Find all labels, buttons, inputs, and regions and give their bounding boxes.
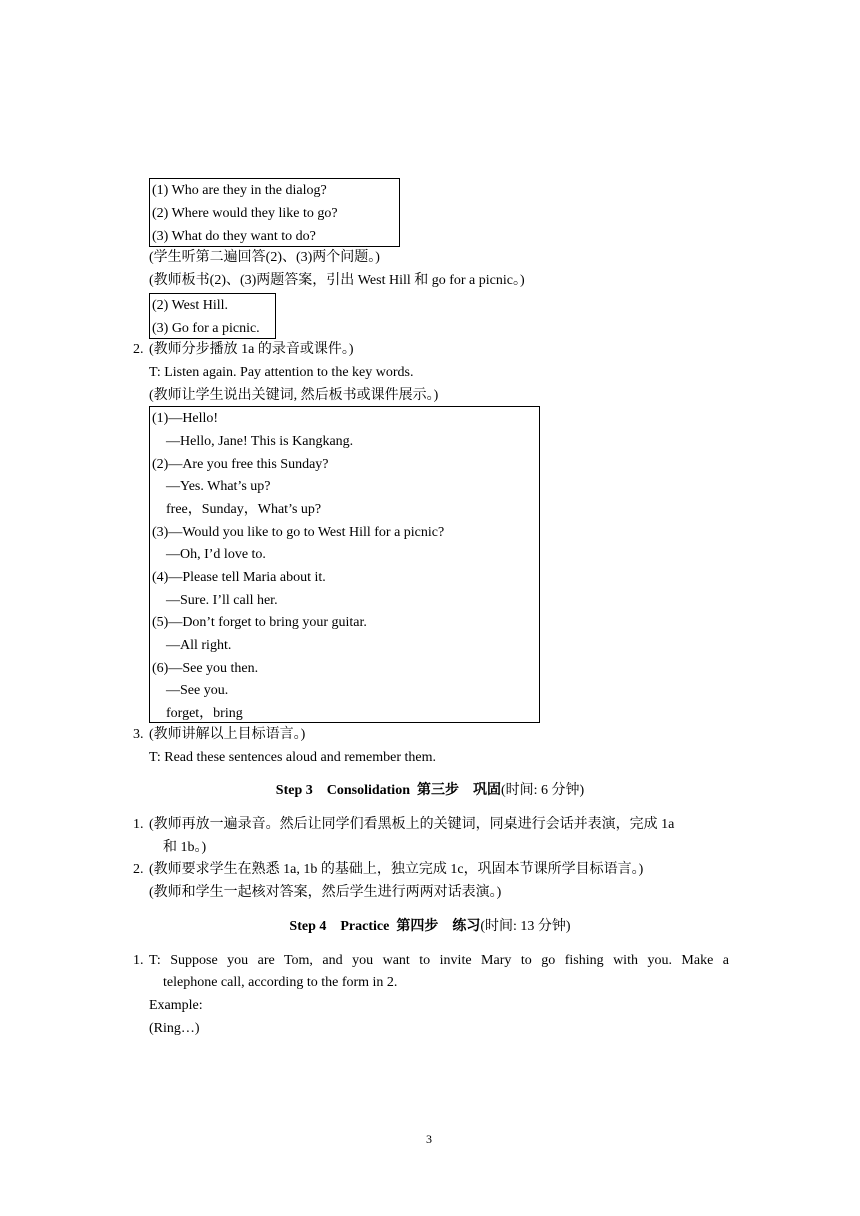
dialog-line: (5)—Don’t forget to bring your guitar. [152,615,367,630]
dialog-line: —Hello, Jane! This is Kangkang. [152,434,354,449]
dialog-keywords: free，Sunday，What’s up? [152,502,322,517]
item-number: 2. [133,862,144,877]
step-4-item-1-line-2: telephone call, according to the form in 2. [163,975,398,990]
dialog-line: —Sure. I’ll call her. [152,593,278,608]
answer-line: (3) Go for a picnic. [152,321,260,336]
step-3-item-2-line: (教师要求学生在熟悉 1a, 1b 的基础上，独立完成 1c，巩固本节课所学目标语言。) [149,862,644,877]
dialog-line: (3)—Would you like to go to West Hill for a picnic? [152,525,445,540]
step-4-time: (时间: 13 分钟) [480,919,571,934]
item-3-teacher-line: T: Read these sentences aloud and remember them. [149,750,436,765]
dialog-box [149,406,540,723]
question-line: (3) What do they want to do? [152,229,316,244]
answer-line: (2) West Hill. [152,298,228,313]
dialog-line: —All right. [152,638,232,653]
questions-box [149,178,400,247]
step-3-title-cn: 第三步 巩固 [416,783,501,798]
answers-box [149,293,276,339]
item-2-note: (教师让学生说出关键词, 然后板书或课件展示。) [149,388,439,403]
step-3-time: (时间: 6 分钟) [500,783,585,798]
dialog-line: —See you. [152,683,229,698]
instruction-teacher-board: (教师板书(2)、(3)两题答案，引出 West Hill 和 go for a picnic。) [149,273,525,288]
dialog-line: (6)—See you then. [152,661,259,676]
step-3-item-1-line-2: 和 1b。) [163,840,207,855]
dialog-line: (1)—Hello! [152,411,219,426]
item-2-text: (教师分步播放 1a 的录音或课件。) [149,342,354,357]
step-4-item-1-line-1: T: Suppose you are Tom, and you want to invite Mary to go fishing with you. Make a [149,953,729,968]
item-number: 1. [133,953,144,968]
dialog-line: —Yes. What’s up? [152,479,271,494]
item-number: 1. [133,817,144,832]
ring-line: (Ring…) [149,1021,200,1036]
item-number: 3. [133,727,144,742]
step-3-heading [0,782,860,800]
dialog-keywords: forget，bring [152,706,243,721]
dialog-line: —Oh, I’d love to. [152,547,266,562]
step-4-heading [0,918,860,936]
question-line: (2) Where would they like to go? [152,206,338,221]
step-3-title-en: Step 3 Consolidation [275,783,410,798]
step-3-item-1-line-1: (教师再放一遍录音。然后让同学们看黑板上的关键词，同桌进行会话并表演，完成 1a [149,817,675,832]
step-3-item-2-note: (教师和学生一起核对答案，然后学生进行两两对话表演。) [149,885,502,900]
step-4-title-cn: 第四步 练习 [396,919,481,934]
example-label: Example: [149,998,203,1013]
page-number: 3 [426,1132,432,1146]
item-3-text: (教师讲解以上目标语言。) [149,727,306,742]
dialog-line: (4)—Please tell Maria about it. [152,570,326,585]
item-number: 2. [133,342,144,357]
question-line: (1) Who are they in the dialog? [152,183,327,198]
item-2-teacher-line: T: Listen again. Pay attention to the key words. [149,365,414,380]
step-4-title-en: Step 4 Practice [289,919,390,934]
dialog-line: (2)—Are you free this Sunday? [152,457,329,472]
instruction-listen-second: (学生听第二遍回答(2)、(3)两个问题。) [149,250,380,265]
